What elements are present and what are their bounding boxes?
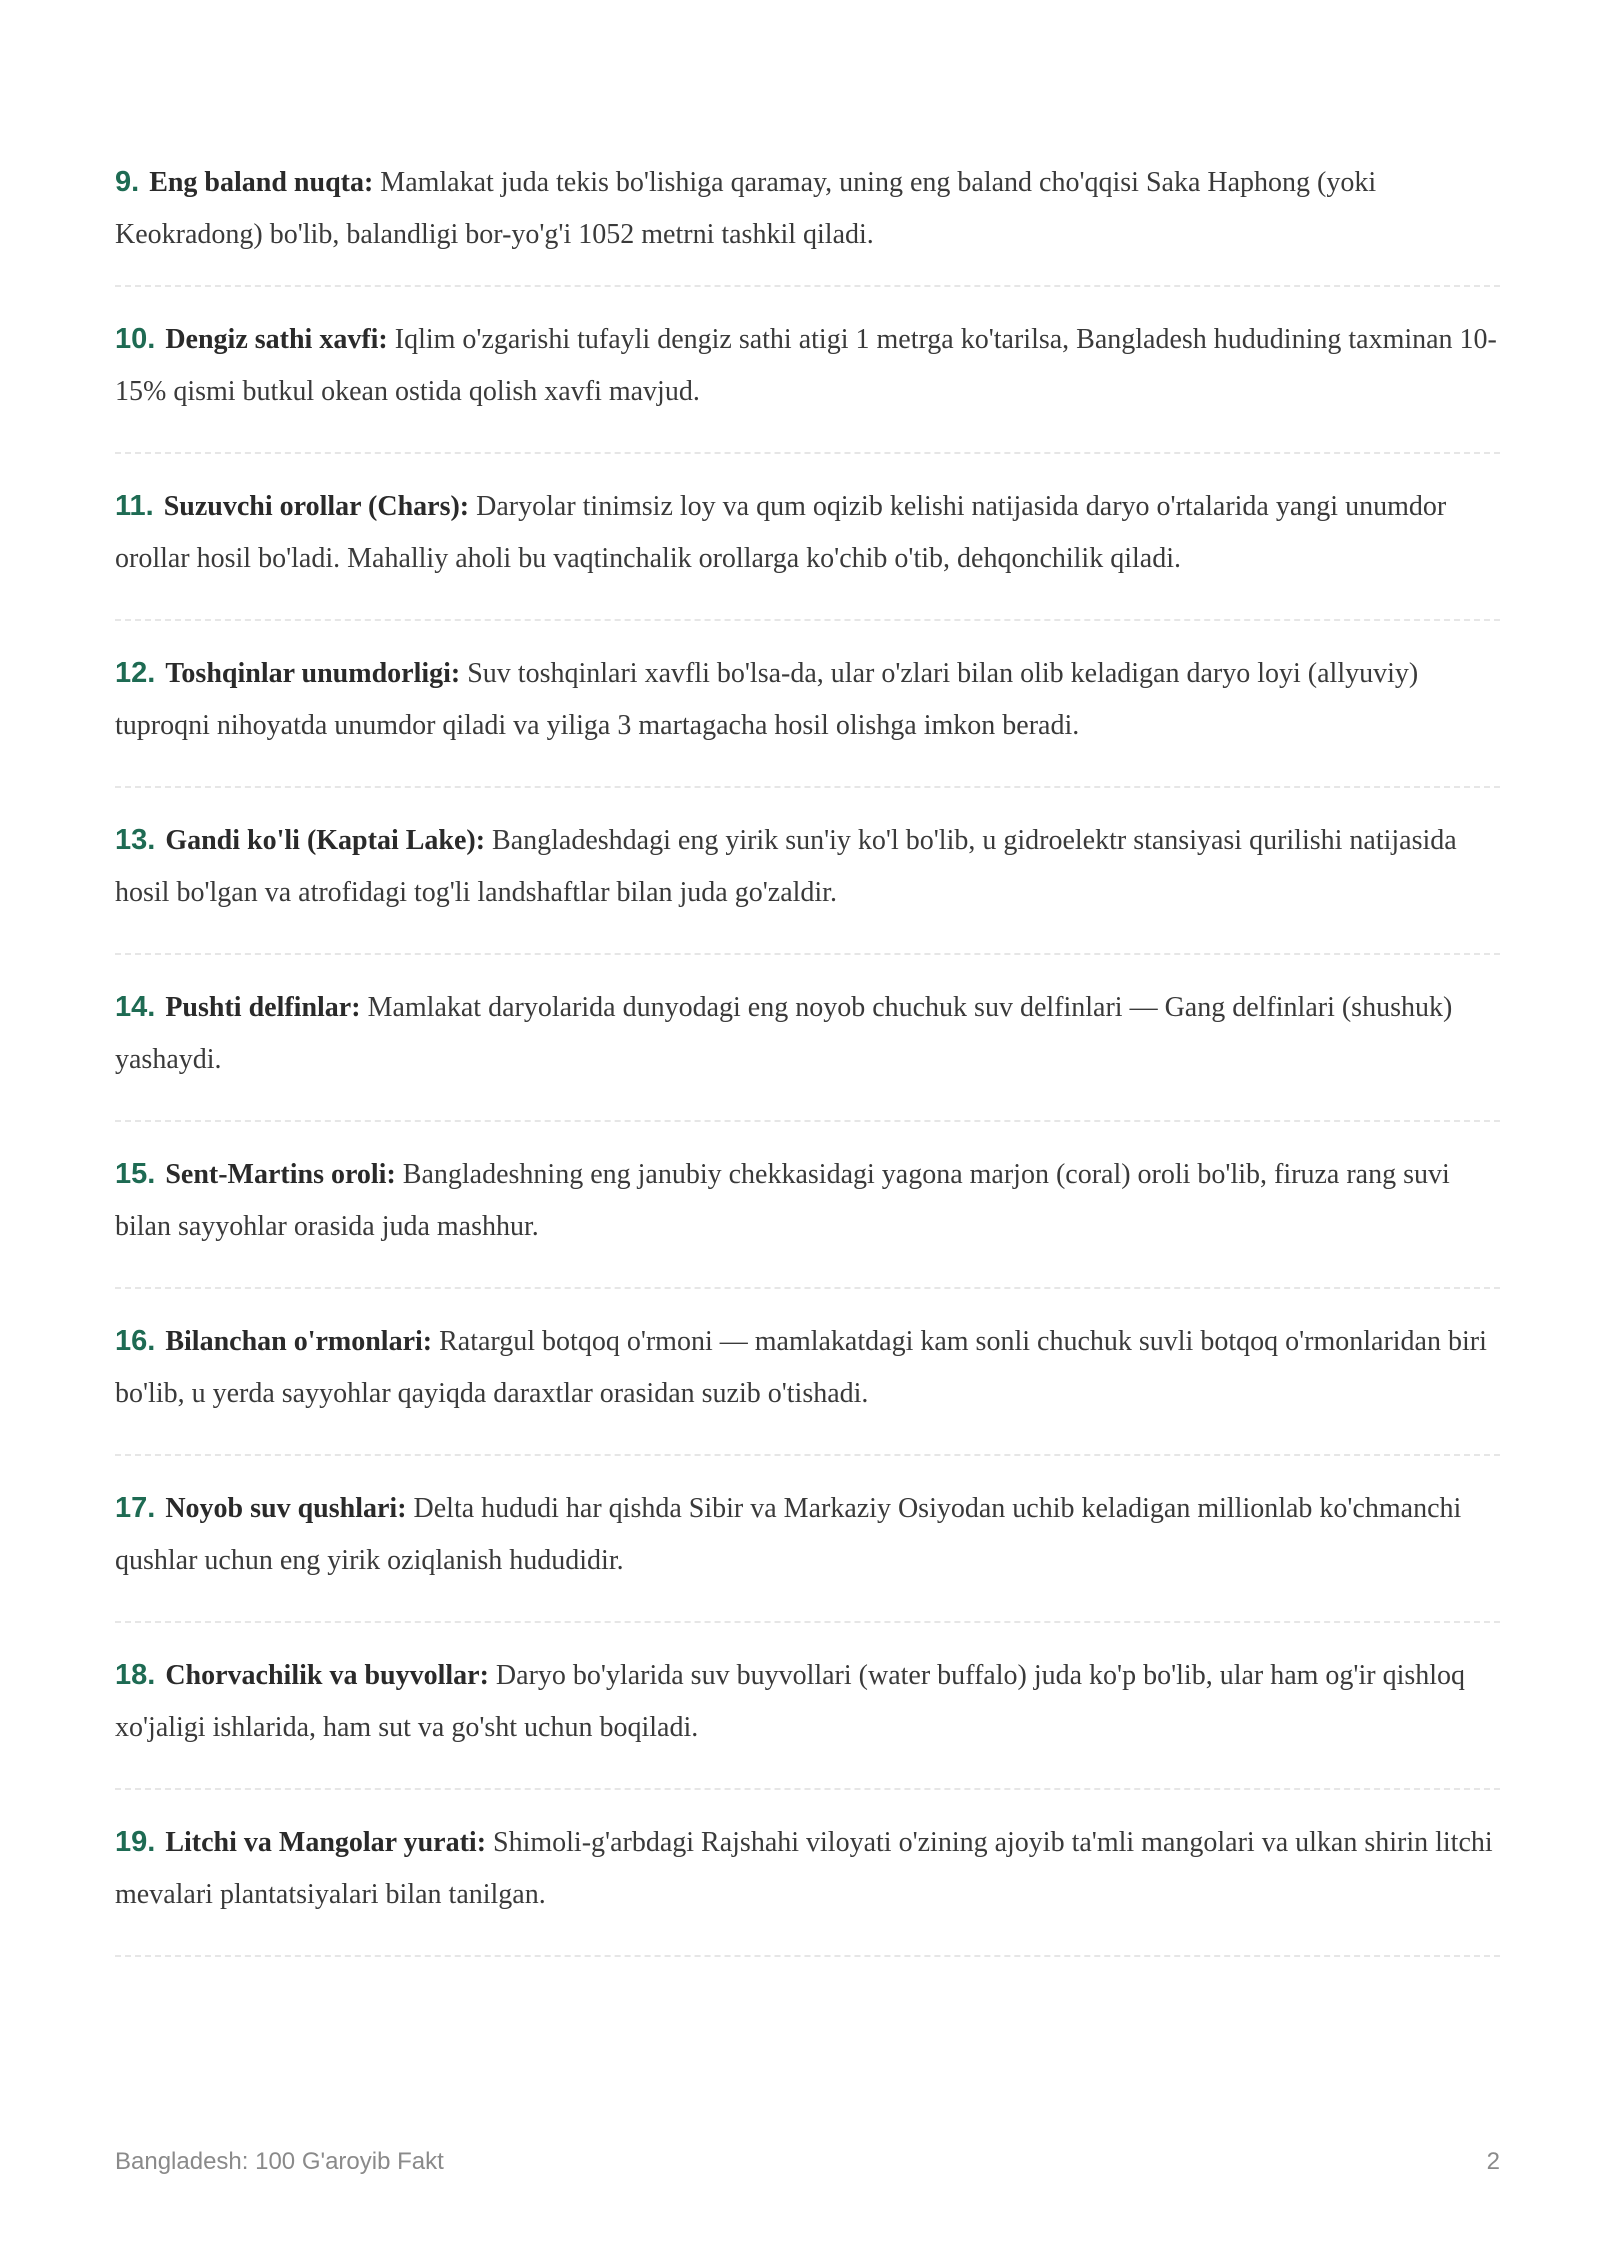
fact-item-16 [115,1289,1500,1456]
fact-item-9 [115,130,1500,287]
fact-number: 9. [115,166,140,198]
fact-item-19 [115,1790,1500,1957]
fact-paragraph [115,1649,1500,1754]
fact-title: Suzuvchi orollar (Chars): [163,491,470,522]
fact-title: Sent-Martins oroli: [165,1159,396,1190]
fact-item-14 [115,955,1500,1122]
fact-paragraph [115,480,1500,585]
fact-paragraph [115,1482,1500,1587]
fact-paragraph [115,313,1500,418]
fact-paragraph [115,981,1500,1086]
fact-paragraph [115,647,1500,752]
fact-number: 16. [115,1325,156,1357]
fact-paragraph [115,1816,1500,1921]
fact-title: Litchi va Mangolar yurati: [165,1827,487,1858]
fact-paragraph [115,814,1500,919]
fact-paragraph [115,1315,1500,1420]
fact-body: Shimoli-g'arbdagi Rajshahi viloyati o'zining ajoyib ta'mli mangolari va ulkan shirin litchi mevalari plantatsiyalari bilan tanilgan. [115,1827,1493,1910]
page-number: 2 [1486,2148,1500,2175]
fact-item-18 [115,1623,1500,1790]
fact-item-15 [115,1122,1500,1289]
fact-number: 13. [115,824,156,856]
fact-title: Noyob suv qushlari: [165,1493,407,1524]
fact-title: Bilanchan o'rmonlari: [165,1326,433,1357]
fact-number: 18. [115,1659,156,1691]
fact-item-10 [115,287,1500,454]
page-footer [115,2148,1500,2178]
fact-number: 11. [115,490,154,522]
fact-body: Mamlakat juda tekis bo'lishiga qaramay, uning eng baland cho'qqisi Saka Haphong (yoki Keokradong) bo'lib, balandligi bor-yo'g'i 1052 metrni tashkil qiladi. [115,167,1377,250]
fact-title: Gandi ko'li (Kaptai Lake): [165,825,486,856]
fact-body: Suv toshqinlari xavfli bo'lsa-da, ular o'zlari bilan olib keladigan daryo loyi (allyuviy) tuproqni nihoyatda unumdor qiladi va yiliga 3 martagacha hosil olishga imkon beradi. [115,658,1419,741]
fact-body: Daryo bo'ylarida suv buyvollari (water buffalo) juda ko'p bo'lib, ular ham og'ir qishloq xo'jaligi ishlarida, ham sut va go'sht uchun boqiladi. [115,1660,1466,1743]
fact-body: Iqlim o'zgarishi tufayli dengiz sathi atigi 1 metrga ko'tarilsa, Bangladesh hududining taxminan 10-15% qismi butkul okean ostida qolish xavfi mavjud. [115,324,1497,407]
fact-number: 12. [115,657,156,689]
fact-body: Daryolar tinimsiz loy va qum oqizib kelishi natijasida daryo o'rtalarida yangi unumdor orollar hosil bo'ladi. Mahalliy aholi bu vaqtinchalik orollarga ko'chib o'tib, dehqonchilik qiladi. [115,491,1447,574]
fact-item-17 [115,1456,1500,1623]
fact-item-11 [115,454,1500,621]
fact-title: Chorvachilik va buyvollar: [165,1660,489,1691]
fact-title: Eng baland nuqta: [149,167,374,198]
fact-number: 15. [115,1158,156,1190]
fact-body: Mamlakat daryolarida dunyodagi eng noyob chuchuk suv delfinlari — Gang delfinlari (shushuk) yashaydi. [115,992,1453,1075]
fact-body: Ratargul botqoq o'rmoni — mamlakatdagi kam sonli chuchuk suvli botqoq o'rmonlaridan biri bo'lib, u yerda sayyohlar qayiqda daraxtlar orasidan suzib o'tishadi. [115,1326,1487,1409]
fact-title: Pushti delfinlar: [165,992,361,1023]
fact-body: Delta hududi har qishda Sibir va Markaziy Osiyodan uchib keladigan millionlab ko'chmanchi qushlar uchun eng yirik oziqlanish hududidir. [115,1493,1462,1576]
fact-title: Dengiz sathi xavfi: [165,324,388,355]
fact-number: 17. [115,1492,156,1524]
fact-item-13 [115,788,1500,955]
fact-body: Bangladeshdagi eng yirik sun'iy ko'l bo'lib, u gidroelektr stansiyasi qurilishi natijasida hosil bo'lgan va atrofidagi tog'li landshaftlar bilan juda go'zaldir. [115,825,1457,908]
fact-paragraph [115,1148,1500,1253]
fact-body: Bangladeshning eng janubiy chekkasidagi yagona marjon (coral) oroli bo'lib, firuza rang suvi bilan sayyohlar orasida juda mashhur. [115,1159,1450,1242]
fact-number: 14. [115,991,156,1023]
fact-title: Toshqinlar unumdorligi: [165,658,461,689]
footer-title: Bangladesh: 100 G'aroyib Fakt [115,2148,444,2175]
fact-item-12 [115,621,1500,788]
fact-list [115,130,1500,1957]
fact-number: 10. [115,323,156,355]
fact-number: 19. [115,1826,156,1858]
fact-paragraph [115,156,1500,261]
